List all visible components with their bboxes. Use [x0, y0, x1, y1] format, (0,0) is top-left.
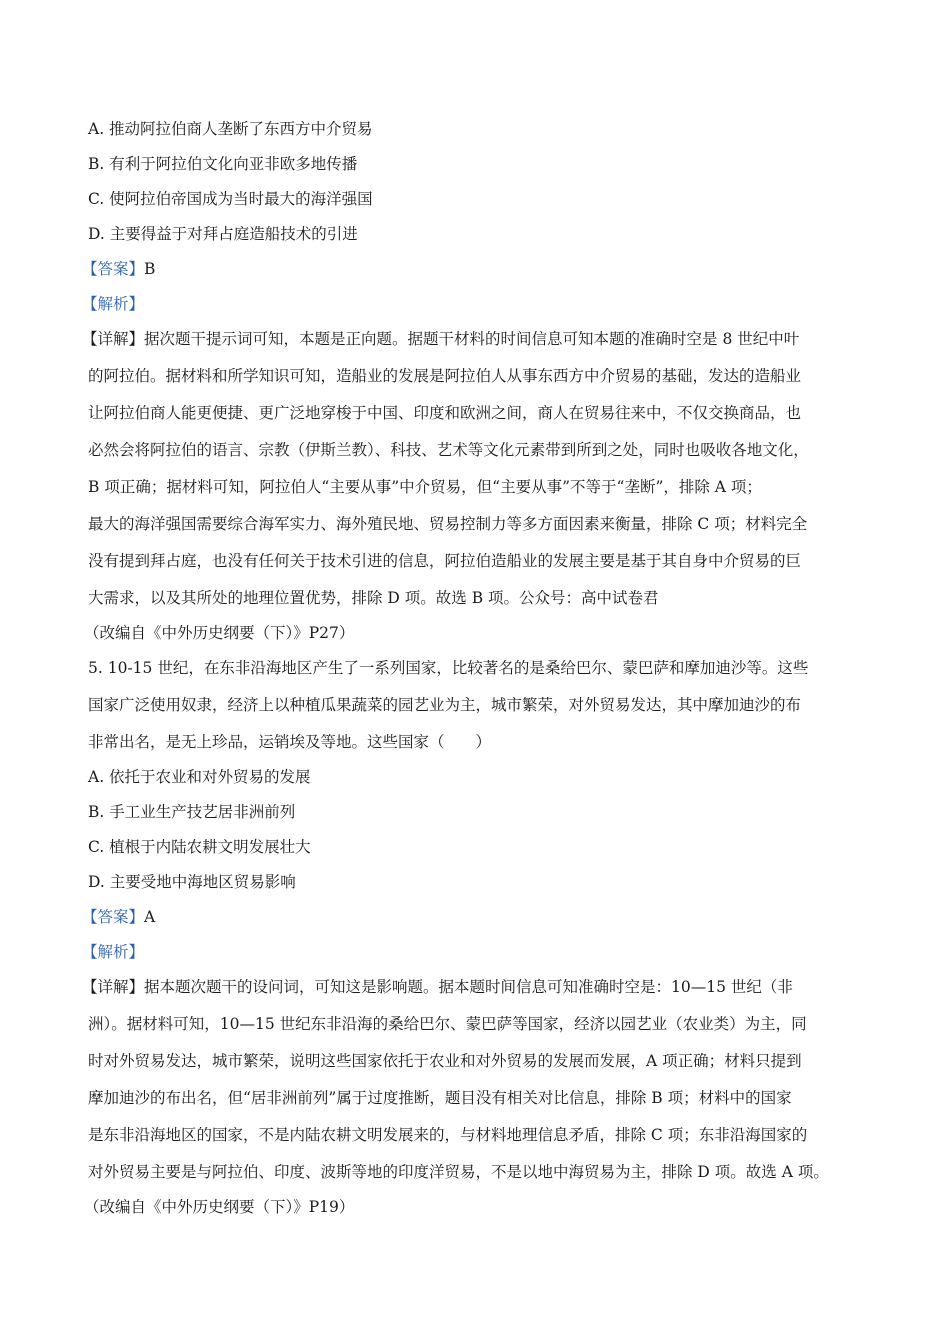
analysis-tag: 【解析】: [82, 943, 145, 961]
q4-option-d: D. 主要得益于对拜占庭造船技术的引进: [88, 225, 358, 243]
q5-detail-line-2: 洲）。据材料可知，10—15 世纪东非沿海的桑给巴尔、蒙巴萨等国家，经济以园艺业（农业类）为主，同: [88, 1015, 807, 1033]
q4-detail-line-6: 最大的海洋强国需要综合海军实力、海外殖民地、贸易控制力等多方面因素来衡量，排除 C 项；材料完全: [88, 515, 808, 533]
q4-detail-line-7: 没有提到拜占庭，也没有任何关于技术引进的信息，阿拉伯造船业的发展主要是基于其自身中介贸易的巨: [88, 552, 802, 570]
q5-option-c: C. 植根于内陆农耕文明发展壮大: [88, 838, 311, 856]
analysis-tag: 【解析】: [82, 295, 145, 313]
q5-option-a: A. 依托于农业和对外贸易的发展: [88, 768, 311, 786]
q4-option-a: A. 推动阿拉伯商人垄断了东西方中介贸易: [88, 120, 373, 138]
detail-tag: 【详解】: [82, 978, 145, 996]
answer-value: A: [144, 908, 156, 926]
q4-detail-line-5: B 项正确；据材料可知，阿拉伯人“主要从事”中介贸易，但“主要从事”不等于“垄断”，排除 A 项；: [88, 478, 762, 496]
q5-detail-line-1: [82, 977, 793, 997]
q5-option-b: B. 手工业生产技艺居非洲前列: [88, 803, 296, 821]
detail-tag: 【详解】: [82, 330, 145, 348]
q4-answer: [82, 259, 155, 279]
q4-option-b: B. 有利于阿拉伯文化向亚非欧多地传播: [88, 155, 358, 173]
detail-text: 据次题干提示词可知，本题是正向题。据题干材料的时间信息可知本题的准确时空是 8 世纪中叶: [144, 330, 800, 348]
q5-analysis-tag: [82, 942, 144, 962]
q5-stem-line-2: 国家广泛使用奴隶，经济上以种植瓜果蔬菜的园艺业为主，城市繁荣，对外贸易发达，其中摩加迪沙的布: [88, 696, 802, 714]
q5-option-d: D. 主要受地中海地区贸易影响: [88, 873, 296, 891]
q4-detail-line-2: 的阿拉伯。据材料和所学知识可知，造船业的发展是阿拉伯人从事东西方中介贸易的基础，发达的造船业: [88, 367, 802, 385]
answer-tag: 【答案】: [82, 260, 145, 278]
q5-detail-line-4: 摩加迪沙的布出名，但“居非洲前列”属于过度推断，题目没有相关对比信息，排除 B 项；材料中的国家: [88, 1089, 792, 1107]
q4-detail-line-8: 大需求，以及其所处的地理位置优势，排除 D 项。故选 B 项。公众号：高中试卷君: [88, 589, 659, 607]
answer-value: B: [144, 260, 156, 278]
q4-detail-line-4: 必然会将阿拉伯的语言、宗教（伊斯兰教）、科技、艺术等文化元素带到所到之处，同时也吸收各地文化，: [88, 441, 809, 459]
q4-detail-line-1: [82, 329, 799, 349]
detail-text: 据本题次题干的设问词，可知这是影响题。据本题时间信息可知准确时空是：10—15 世纪（非: [144, 978, 793, 996]
q5-detail-line-6: 对外贸易主要是与阿拉伯、印度、波斯等地的印度洋贸易，不是以地中海贸易为主，排除 D 项。故选 A 项。: [88, 1163, 829, 1181]
q4-source: （改编自《中外历史纲要（下）》P27）: [84, 624, 355, 642]
q5-stem-line-3: 非常出名，是无上珍品，运销埃及等地。这些国家（ ）: [88, 733, 492, 751]
q5-detail-line-5: 是东非沿海地区的国家，不是内陆农耕文明发展来的，与材料地理信息矛盾，排除 C 项；东非沿海国家的: [88, 1126, 808, 1144]
q5-answer: [82, 907, 155, 927]
q4-option-c: C. 使阿拉伯帝国成为当时最大的海洋强国: [88, 190, 373, 208]
answer-tag: 【答案】: [82, 908, 145, 926]
q5-detail-line-3: 时对外贸易发达，城市繁荣，说明这些国家依托于农业和对外贸易的发展而发展，A 项正确；材料只提到: [88, 1052, 802, 1070]
q4-analysis-tag: [82, 294, 144, 314]
q4-detail-line-3: 让阿拉伯商人能更便捷、更广泛地穿梭于中国、印度和欧洲之间，商人在贸易往来中，不仅交换商品，也: [88, 404, 802, 422]
q5-source: （改编自《中外历史纲要（下）》P19）: [84, 1198, 355, 1216]
q5-stem-line-1: 5. 10-15 世纪，在东非沿海地区产生了一系列国家，比较著名的是桑给巴尔、蒙巴萨和摩加迪沙等。这些: [88, 659, 809, 677]
